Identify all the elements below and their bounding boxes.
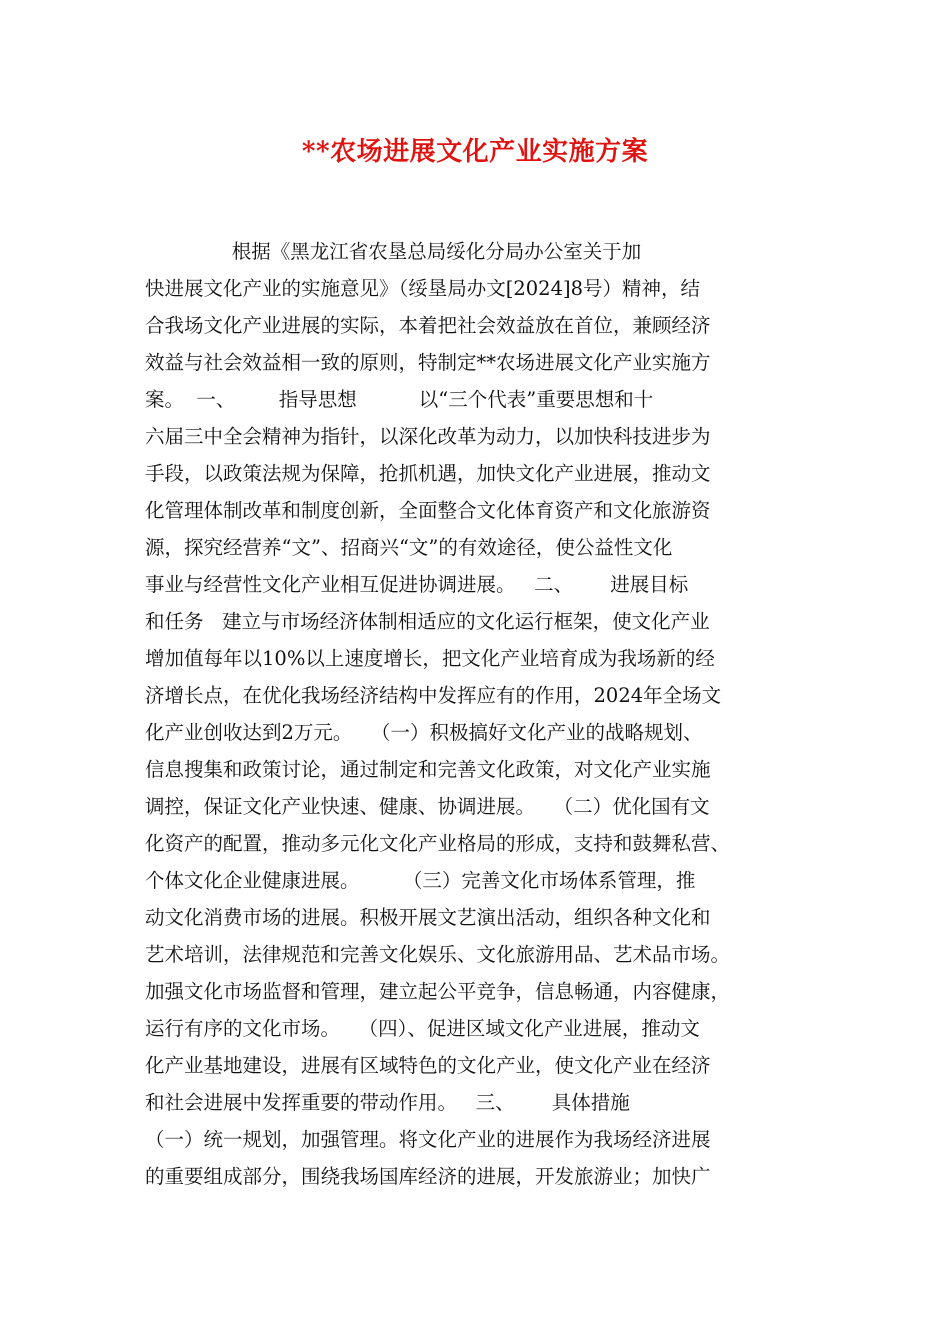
document-title: **农场进展文化产业实施方案 — [301, 137, 649, 167]
body-line: 化资产的配置，推动多元化文化产业格局的形成，支持和鼓舞私营、 — [145, 832, 731, 855]
body-line: 案。 一、 指导思想 以“三个代表”重要思想和十 — [145, 388, 654, 411]
body-line: 源，探究经营养“文”、招商兴“文”的有效途径，使公益性文化 — [145, 536, 673, 559]
body-line: （一）统一规划，加强管理。将文化产业的进展作为我场经济进展 — [145, 1128, 711, 1151]
document-body — [145, 233, 810, 1195]
body-line: 和社会进展中发挥重要的带动作用。 三、 具体措施 — [145, 1091, 630, 1114]
body-line: 快进展文化产业的实施意见》（绥垦局办文[2024]8号）精神，结 — [145, 277, 700, 300]
body-line: 动文化消费市场的进展。积极开展文艺演出活动，组织各种文化和 — [145, 906, 711, 929]
body-line: 事业与经营性文化产业相互促进协调进展。 二、 进展目标 — [145, 573, 689, 596]
body-line: 的重要组成部分，围绕我场国库经济的进展，开发旅游业；加快广 — [145, 1165, 711, 1188]
body-line: 艺术培训，法律规范和完善文化娱乐、文化旅游用品、艺术品市场。 — [145, 943, 731, 966]
body-line: 调控，保证文化产业快速、健康、协调进展。 （二）优化国有文 — [145, 795, 710, 818]
body-line: 手段，以政策法规为保障，抢抓机遇，加快文化产业进展，推动文 — [145, 462, 711, 485]
body-line: 六届三中全会精神为指针，以深化改革为动力，以加快科技进步为 — [145, 425, 711, 448]
body-line: 加强文化市场监督和管理，建立起公平竞争，信息畅通，内容健康， — [145, 980, 731, 1003]
body-line: 化产业创收达到2万元。 （一）积极搞好文化产业的战略规划、 — [145, 721, 703, 744]
body-line: 和任务 建立与市场经济体制相适应的文化运行框架，使文化产业 — [145, 610, 710, 633]
body-line: 个体文化企业健康进展。 （三）完善文化市场体系管理，推 — [145, 869, 696, 892]
body-line: 化管理体制改革和制度创新，全面整合文化体育资产和文化旅游资 — [145, 499, 711, 522]
body-line: 效益与社会效益相一致的原则，特制定**农场进展文化产业实施方 — [145, 351, 711, 374]
body-line: 信息搜集和政策讨论，通过制定和完善文化政策，对文化产业实施 — [145, 758, 711, 781]
body-line: 合我场文化产业进展的实际，本着把社会效益放在首位，兼顾经济 — [145, 314, 711, 337]
body-line: 根据《黑龙江省农垦总局绥化分局办公室关于加 — [145, 240, 642, 263]
body-line: 化产业基地建设，进展有区域特色的文化产业，使文化产业在经济 — [145, 1054, 711, 1077]
body-line: 济增长点，在优化我场经济结构中发挥应有的作用，2024年全场文 — [145, 684, 722, 707]
body-line: 运行有序的文化市场。 （四）、促进区域文化产业进展，推动文 — [145, 1017, 700, 1040]
body-line: 增加值每年以10%以上速度增长，把文化产业培育成为我场新的经 — [145, 647, 715, 670]
